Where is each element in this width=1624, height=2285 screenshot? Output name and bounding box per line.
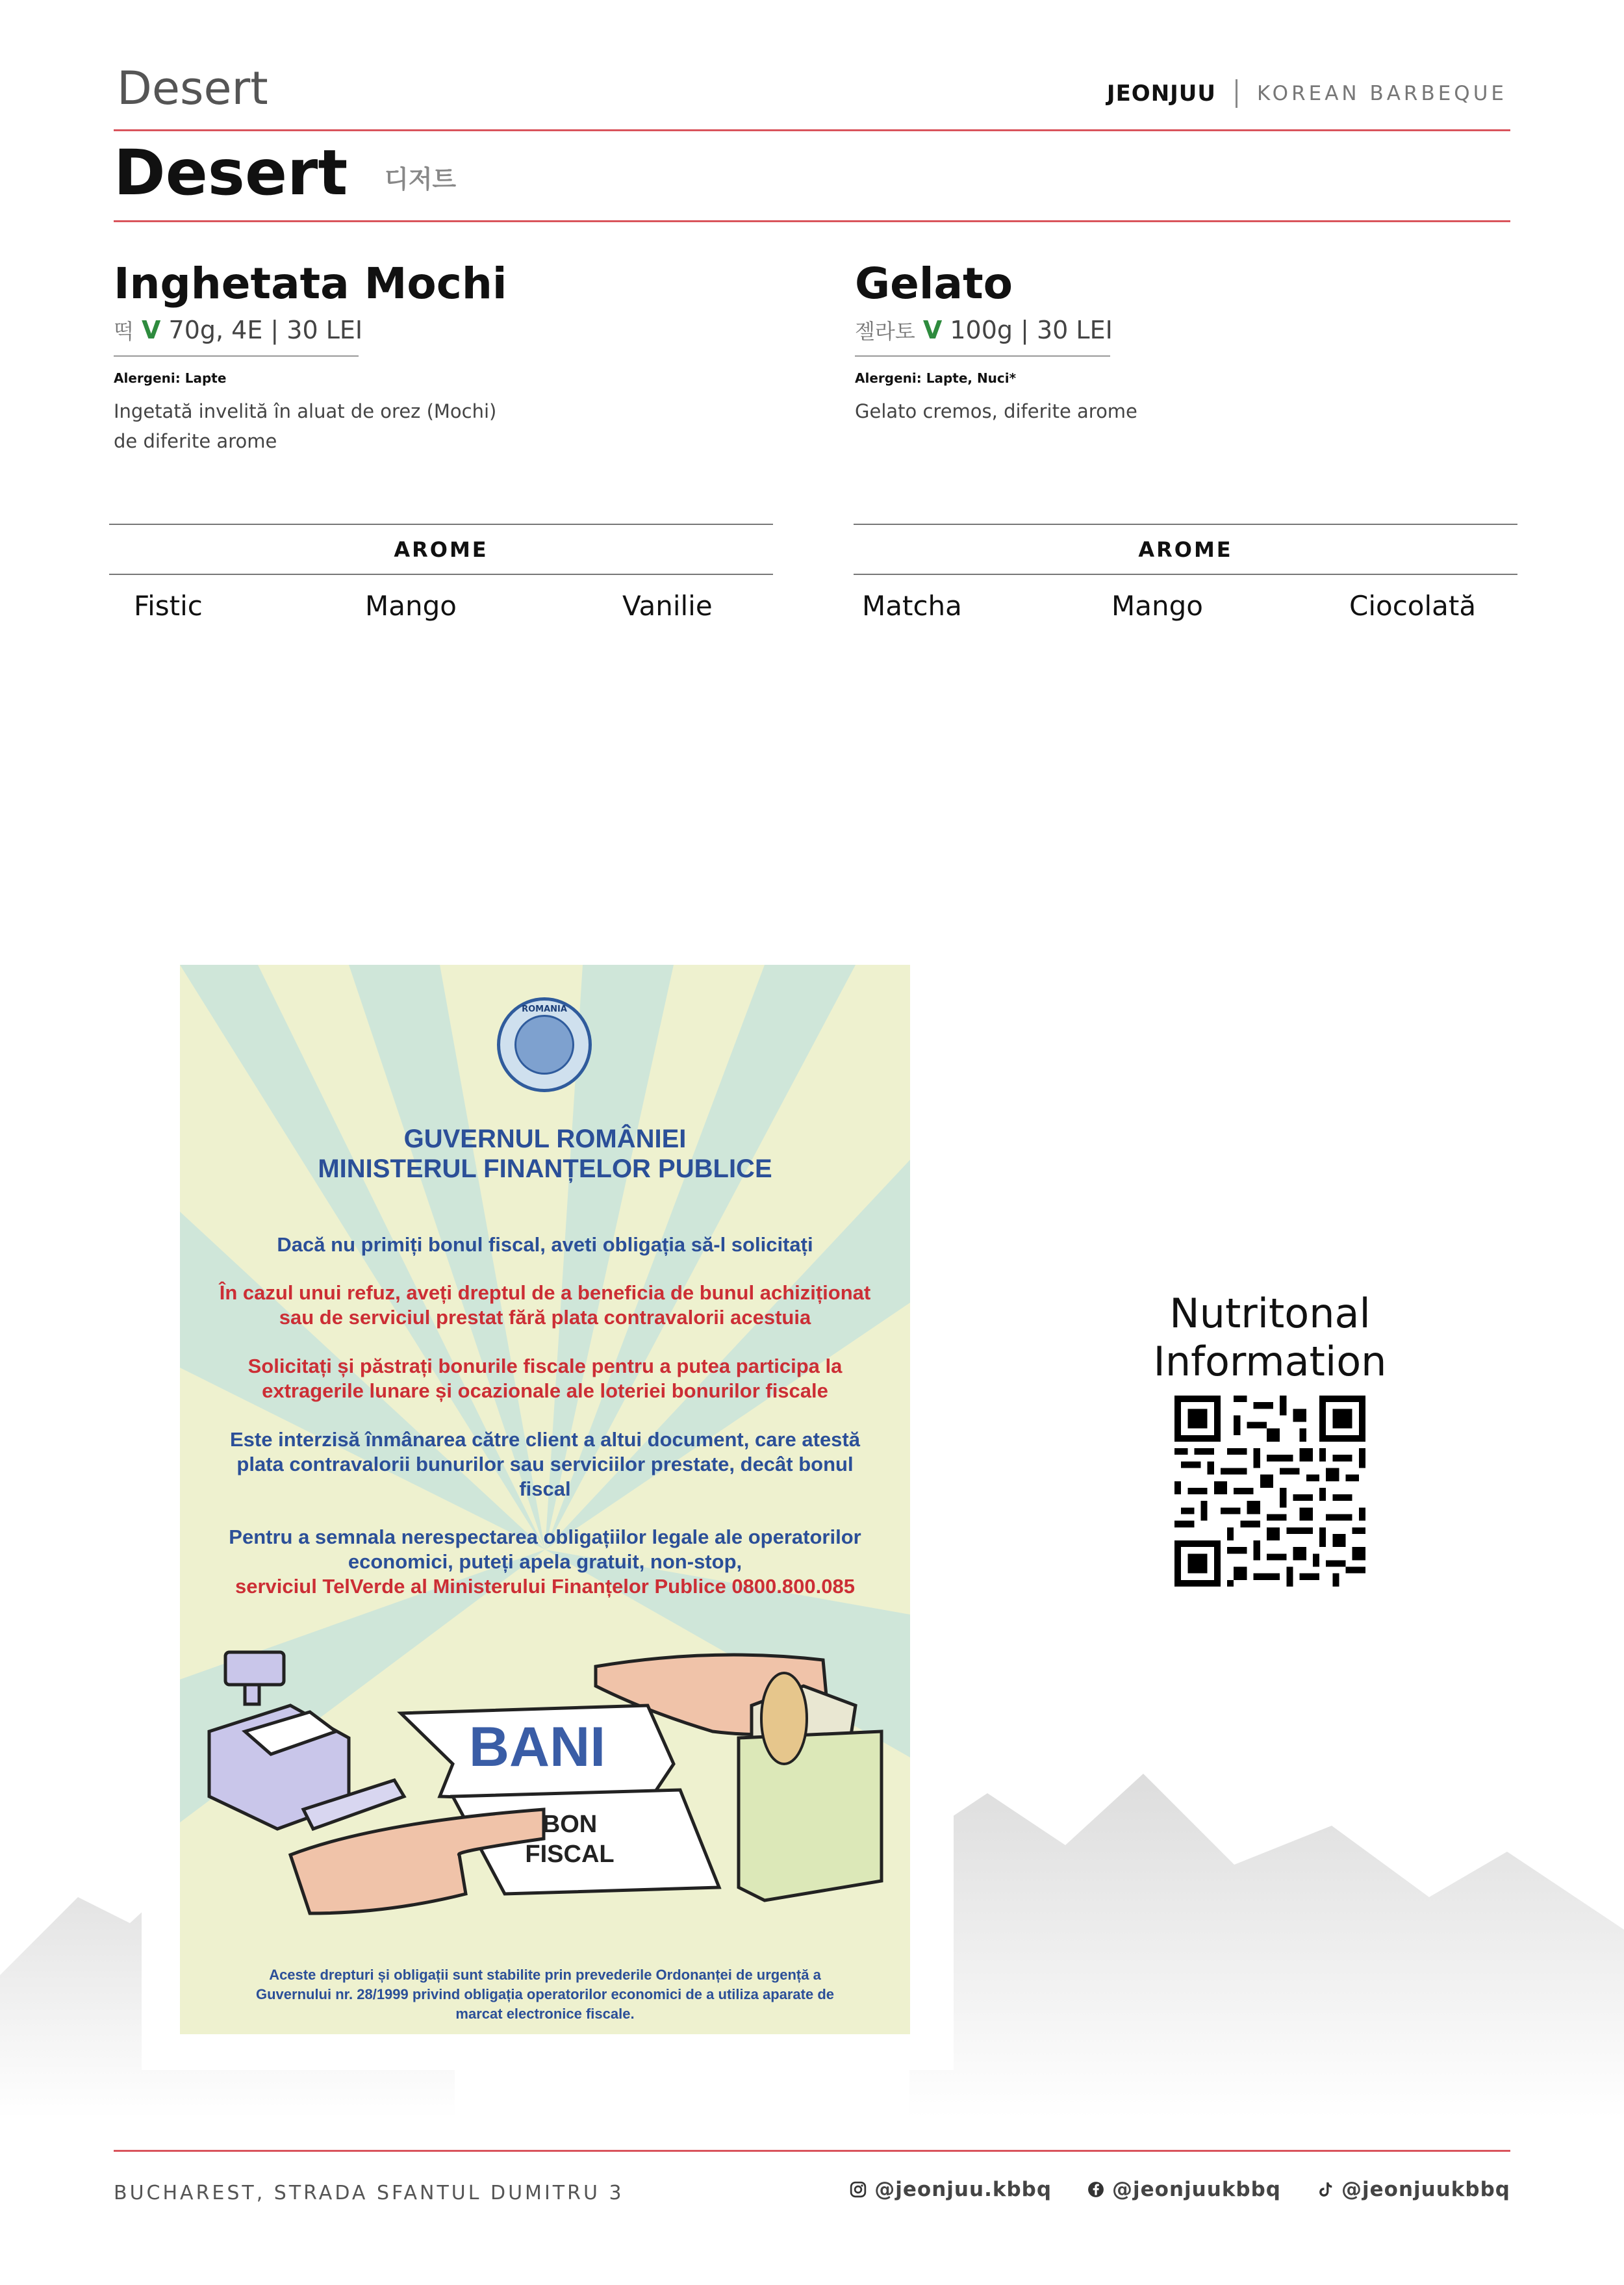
- header-divider: [114, 129, 1510, 131]
- seal-text: ROMANIA: [522, 1004, 567, 1014]
- item-allergens-gelato: Alergeni: Lapte, Nuci*: [855, 370, 1017, 386]
- notice-legal-line: Aceste drepturi și obligații sunt stabilite prin prevederile Ordonanței de urgență a: [269, 1967, 821, 1983]
- eagle-emblem-icon: [514, 1015, 574, 1075]
- page-header-title: Desert: [117, 62, 268, 115]
- description-line: de diferite arome: [114, 430, 277, 452]
- instagram-handle: @jeonjuu.kbbq: [874, 2178, 1052, 2201]
- notice-line: economici, puteți apela gratuit, non-stop,: [348, 1550, 742, 1573]
- brand-tagline: KOREAN BARBEQUE: [1257, 82, 1507, 105]
- notice-line: sau de serviciul prestat fără plata contravalorii acestuia: [279, 1306, 811, 1329]
- flavors-top-line: [109, 524, 773, 525]
- item-meta-gelato: [855, 315, 1113, 345]
- item-portion: 100g | 30 LEI: [950, 316, 1113, 344]
- notice-heading: [180, 1124, 910, 1184]
- item-description-mochi: [114, 396, 496, 456]
- section-title: Desert: [114, 136, 348, 209]
- social-instagram[interactable]: [850, 2178, 1052, 2201]
- flavor-ciocolata: Ciocolată: [1349, 590, 1477, 622]
- notice-legal-line: Guvernului nr. 28/1999 privind obligația operatorilor economici de a utiliza aparate de: [255, 1986, 835, 2002]
- notice-heading-line: MINISTERUL FINANȚELOR PUBLICE: [318, 1155, 772, 1183]
- flavors-header-mochi: AROME: [394, 537, 488, 562]
- facebook-icon: [1087, 2181, 1104, 2198]
- flavors-header-gelato: AROME: [1138, 537, 1233, 562]
- social-tiktok[interactable]: [1317, 2178, 1510, 2201]
- social-facebook[interactable]: [1087, 2178, 1281, 2201]
- tiktok-icon: [1317, 2181, 1334, 2198]
- flavor-vanilie: Vanilie: [622, 590, 713, 622]
- brand-block: [1107, 79, 1507, 108]
- notice-hotline-line: serviciul TelVerde al Ministerului Finanțelor Publice 0800.800.085: [235, 1575, 855, 1598]
- cash-register-icon: [209, 1652, 404, 1829]
- flavor-mango: Mango: [1111, 590, 1203, 622]
- item-name-korean: 떡: [114, 319, 134, 344]
- leaf-icon: V: [922, 316, 943, 344]
- item-name-mochi: Inghetata Mochi: [114, 259, 507, 309]
- notice-line: În cazul unui refuz, aveți dreptul de a beneficia de bunul achiziționat: [219, 1281, 871, 1304]
- notice-paragraph-4: [180, 1427, 910, 1501]
- flavors-bottom-line: [854, 574, 1517, 575]
- item-name-gelato: Gelato: [855, 259, 1013, 309]
- notice-heading-line: GUVERNUL ROMÂNIEI: [403, 1125, 687, 1153]
- flavors-top-line: [854, 524, 1517, 525]
- notice-line: Solicitați și păstrați bonurile fiscale pentru a putea participa la: [247, 1355, 843, 1377]
- item-portion: 70g, 4E | 30 LEI: [168, 316, 363, 344]
- footer-address: BUCHAREST, STRADA SFANTUL DUMITRU 3: [114, 2182, 624, 2204]
- bani-label: BANI: [468, 1716, 606, 1778]
- item-meta-underline: [855, 355, 1110, 357]
- fiscal-receipt-notice: [180, 965, 910, 2034]
- bon-label-line: BON: [542, 1811, 598, 1838]
- social-links: [850, 2178, 1510, 2201]
- section-title-korean: 디저트: [385, 165, 457, 194]
- item-allergens-mochi: Alergeni: Lapte: [114, 370, 227, 386]
- bon-label-line: FISCAL: [525, 1841, 615, 1868]
- description-line: Ingetată invelită în aluat de orez (Mochi): [114, 400, 497, 422]
- nutrition-title-line: Information: [1153, 1338, 1387, 1385]
- ministry-seal-icon: [497, 997, 592, 1092]
- tiktok-handle: @jeonjuukbbq: [1341, 2178, 1510, 2201]
- notice-line: Este interzisă înmânarea către client a altui document, care atestă: [229, 1428, 860, 1451]
- nutrition-info-title: [1104, 1290, 1436, 1386]
- notice-paragraph-2: [180, 1281, 910, 1330]
- flavor-matcha: Matcha: [862, 590, 962, 622]
- description-line: Gelato cremos, diferite arome: [855, 400, 1137, 422]
- nutrition-title-line: Nutritonal: [1169, 1290, 1371, 1337]
- cash-register-illustration: [180, 1615, 910, 1952]
- section-divider: [114, 220, 1510, 222]
- facebook-handle: @jeonjuukbbq: [1112, 2178, 1282, 2201]
- item-meta-underline: [114, 355, 359, 357]
- notice-line: Pentru a semnala nerespectarea obligațiilor legale ale operatorilor: [229, 1525, 861, 1548]
- brand-divider: [1236, 79, 1237, 108]
- item-name-korean: 젤라토: [855, 319, 915, 344]
- brand-name: JEONJUU: [1106, 81, 1217, 107]
- bon-fiscal-label: [511, 1809, 628, 1869]
- notice-paragraph-5: [180, 1525, 910, 1599]
- instagram-icon: [850, 2181, 867, 2198]
- flavor-fistic: Fistic: [134, 590, 203, 622]
- footer-divider: [114, 2150, 1510, 2152]
- notice-line: plata contravalorii bunurilor sau serviciilor prestate, decât bonul: [236, 1453, 854, 1475]
- notice-legal-line: marcat electronice fiscale.: [455, 2006, 635, 2022]
- leaf-icon: V: [142, 316, 161, 344]
- flavor-mango: Mango: [365, 590, 457, 622]
- notice-line: fiscal: [519, 1477, 571, 1500]
- notice-paragraph-3: [180, 1354, 910, 1403]
- flavors-bottom-line: [109, 574, 773, 575]
- item-description-gelato: [855, 396, 1137, 426]
- notice-legal-footer: [180, 1965, 910, 2024]
- item-meta-mochi: [114, 315, 362, 345]
- notice-line: extragerile lunare și ocazionale ale loteriei bonurilor fiscale: [262, 1379, 828, 1402]
- nutrition-qr-code-icon[interactable]: [1174, 1396, 1365, 1587]
- notice-paragraph-1: Dacă nu primiți bonul fiscal, aveti obligația să-l solicitați: [277, 1233, 813, 1256]
